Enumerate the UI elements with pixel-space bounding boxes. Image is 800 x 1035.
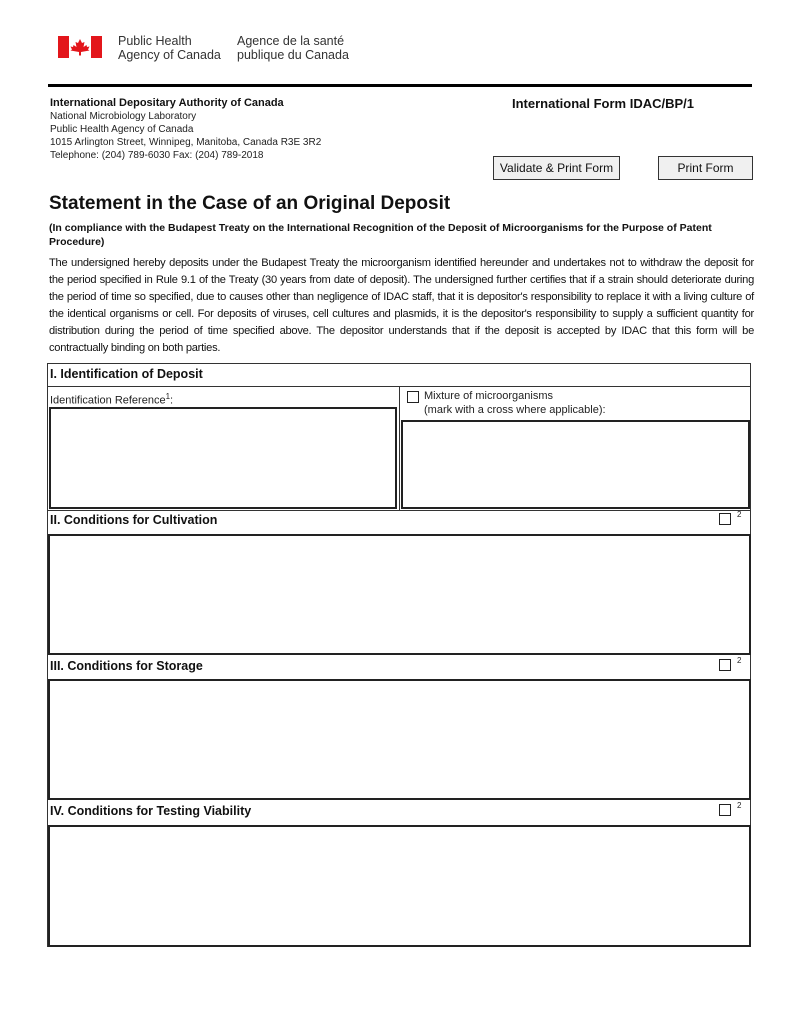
footnote-marker: 1 bbox=[165, 392, 171, 401]
testing-viability-input[interactable] bbox=[48, 825, 751, 947]
storage-conditions-input[interactable] bbox=[48, 679, 751, 800]
mixture-label: Mixture of microorganisms bbox=[424, 390, 553, 402]
canada-flag-logo bbox=[58, 36, 102, 58]
section-2-heading: II. Conditions for Cultivation bbox=[50, 513, 218, 527]
agency-fr-line1: Agence de la santé bbox=[237, 34, 345, 48]
authority-name: International Depositary Authority of Canada bbox=[50, 97, 284, 109]
section-4-checkbox[interactable] bbox=[719, 804, 731, 816]
id-reference-label bbox=[50, 392, 173, 407]
section-1-heading: I. Identification of Deposit bbox=[50, 367, 203, 381]
print-button[interactable]: Print Form bbox=[658, 156, 753, 180]
agency-name-english bbox=[118, 34, 221, 62]
section-4-heading: IV. Conditions for Testing Viability bbox=[50, 804, 252, 818]
section-3-checkbox[interactable] bbox=[719, 659, 731, 671]
mixture-hint: (mark with a cross where applicable): bbox=[424, 404, 606, 416]
form-number: International Form IDAC/BP/1 bbox=[512, 96, 695, 111]
page-title: Statement in the Case of an Original Deposit bbox=[49, 193, 451, 214]
page-subtitle: (In compliance with the Budapest Treaty on the International Recognition of the Deposit of Microorganisms for the Purpose of Patent Procedure) bbox=[49, 222, 712, 248]
agency-en-line1: Public Health bbox=[118, 34, 192, 48]
id-reference-label-text: Identification Reference bbox=[50, 394, 166, 407]
section-2-footnote: 2 bbox=[737, 510, 742, 519]
authority-line-2: Public Health Agency of Canada bbox=[50, 124, 194, 135]
divider bbox=[399, 387, 400, 510]
authority-phone-fax: Telephone: (204) 789-6030 Fax: (204) 789-2018 bbox=[50, 150, 264, 161]
id-reference-input[interactable] bbox=[49, 407, 397, 509]
cultivation-conditions-input[interactable] bbox=[48, 534, 751, 655]
mixture-input[interactable] bbox=[401, 420, 750, 509]
agency-name-french bbox=[237, 34, 349, 62]
header-rule bbox=[48, 84, 752, 87]
agency-en-line2: Agency of Canada bbox=[118, 48, 221, 62]
section-2-checkbox[interactable] bbox=[719, 513, 731, 525]
intro-paragraph: The undersigned hereby deposits under the Budapest Treaty the microorganism identified hereunder and undertakes not to withdraw the deposit for the period specified in Rule 9.1 of the Treaty (30 years from date of deposit). The undersigned further certifies that if a strain should deteriorate during the period of time so specified, due to causes other than negligence of IDAC staff, that it is depositor's responsibility to replace it with a living culture of the identical organisms or cell. For deposits of viruses, cell cultures and plasmids, it is the depositor's responsibility to supply a sufficient quantity for distribution during the period of time specified above. The depositor understands that if the deposit is accepted by IDAC that this form will be contractually binding on both parties. bbox=[49, 257, 754, 354]
section-3-footnote: 2 bbox=[737, 656, 742, 665]
validate-print-button[interactable]: Validate & Print Form bbox=[493, 156, 620, 180]
section-4-footnote: 2 bbox=[737, 801, 742, 810]
section-3-heading: III. Conditions for Storage bbox=[50, 659, 203, 673]
authority-line-1: National Microbiology Laboratory bbox=[50, 111, 197, 122]
id-reference-colon: : bbox=[170, 394, 174, 407]
agency-fr-line2: publique du Canada bbox=[237, 48, 349, 62]
authority-address: 1015 Arlington Street, Winnipeg, Manitoba, Canada R3E 3R2 bbox=[50, 137, 322, 148]
divider bbox=[47, 510, 751, 511]
mixture-checkbox[interactable] bbox=[407, 391, 419, 403]
